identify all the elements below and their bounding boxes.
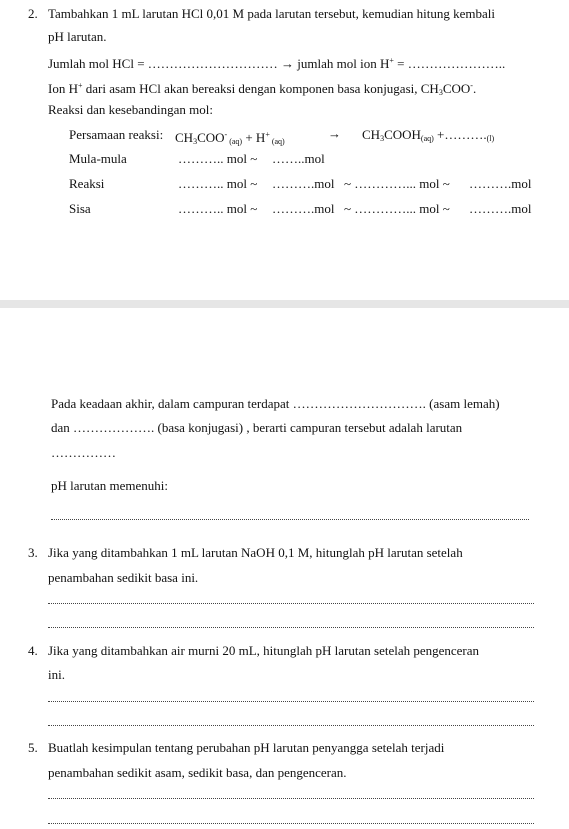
answer-line[interactable] xyxy=(48,798,534,799)
mol-hcl-row: Jumlah mol HCl = ………………………… → jumlah mol ion H+ = ………………….. xyxy=(48,56,506,71)
row-cell[interactable]: ……….mol xyxy=(469,201,532,216)
row-cell[interactable]: ~ …………... mol ~ xyxy=(344,176,450,191)
q5-text-line2: penambahan sedikit asam, sedikit basa, dan pengenceran. xyxy=(48,765,347,780)
mol-hcl-label: Jumlah mol HCl = xyxy=(48,56,145,71)
answer-line[interactable] xyxy=(48,725,534,726)
final-line3-blank[interactable]: …………… xyxy=(51,445,116,460)
q3-number: 3. xyxy=(28,545,38,560)
q3-text-line2: penambahan sedikit basa ini. xyxy=(48,570,199,585)
row-cell[interactable]: ……….. mol ~ xyxy=(178,151,258,166)
ion-explanation: Ion H+ dari asam HCl akan bereaksi dengan komponen basa konjugasi, $CH_3COO^-$. xyxy=(48,81,477,97)
mol-h-blank[interactable]: ………………….. xyxy=(407,56,506,71)
product2-blank[interactable]: ………. xyxy=(444,127,487,142)
product-acetic-acid: $CH_3COOH_{(aq)}$ $+\dots\dots\dots._{(l)}$ xyxy=(362,127,495,143)
q2-text-line1: Tambahkan 1 mL larutan HCl 0,01 M pada larutan tersebut, kemudian hitung kembali xyxy=(48,6,495,21)
row-cell[interactable]: ~ …………... mol ~ xyxy=(344,201,450,216)
row-cell[interactable]: ……….mol xyxy=(272,176,335,191)
answer-line[interactable] xyxy=(48,701,534,702)
row-label: Sisa xyxy=(69,201,91,216)
q2-text-line2: pH larutan. xyxy=(48,29,107,44)
q4-text-line1: Jika yang ditambahkan air murni 20 mL, hitunglah pH larutan setelah pengenceran xyxy=(48,643,480,658)
answer-line[interactable] xyxy=(48,823,534,824)
reaction-arrow-icon: → xyxy=(328,126,341,141)
answer-line[interactable] xyxy=(51,519,529,520)
row-cell[interactable]: ……….. mol ~ xyxy=(178,201,258,216)
mol-hcl-blank[interactable]: ………………………… xyxy=(147,56,278,71)
final-line2: dan ………………. (basa konjugasi) , berarti campuran tersebut adalah larutan xyxy=(51,420,463,435)
q4-number: 4. xyxy=(28,643,38,658)
row-cell[interactable]: ……….mol xyxy=(272,201,335,216)
reaksi-heading: Reaksi dan kesebandingan mol: xyxy=(48,102,213,117)
mol-h-label: jumlah mol ion H xyxy=(297,56,390,71)
q3-text-line1: Jika yang ditambahkan 1 mL larutan NaOH 0,1 M, hitunglah pH larutan setelah xyxy=(48,545,463,560)
q5-text-line1: Buatlah kesimpulan tentang perubahan pH larutan penyangga setelah terjadi xyxy=(48,740,445,755)
q4-text-line2: ini. xyxy=(48,667,65,682)
q5-number: 5. xyxy=(28,740,38,755)
arrow-icon: → xyxy=(281,56,295,71)
ph-label: pH larutan memenuhi: xyxy=(51,478,168,493)
page-divider xyxy=(0,300,569,308)
q2-number: 2. xyxy=(28,6,38,21)
row-label: Mula-mula xyxy=(69,151,127,166)
row-label: Reaksi xyxy=(69,176,105,191)
equation-label: Persamaan reaksi: xyxy=(69,127,164,142)
reactant-acetate: $CH_3COO^-$ $_{(aq)}$ + H+ $_{(aq)}$ xyxy=(175,130,285,146)
answer-line[interactable] xyxy=(48,603,534,604)
answer-line[interactable] xyxy=(48,627,534,628)
row-cell[interactable]: ……….. mol ~ xyxy=(178,176,258,191)
final-line1: Pada keadaan akhir, dalam campuran terdapat …………………………. (asam lemah) xyxy=(51,396,500,411)
row-cell[interactable]: ……….mol xyxy=(469,176,532,191)
row-cell[interactable]: ……..mol xyxy=(272,151,325,166)
